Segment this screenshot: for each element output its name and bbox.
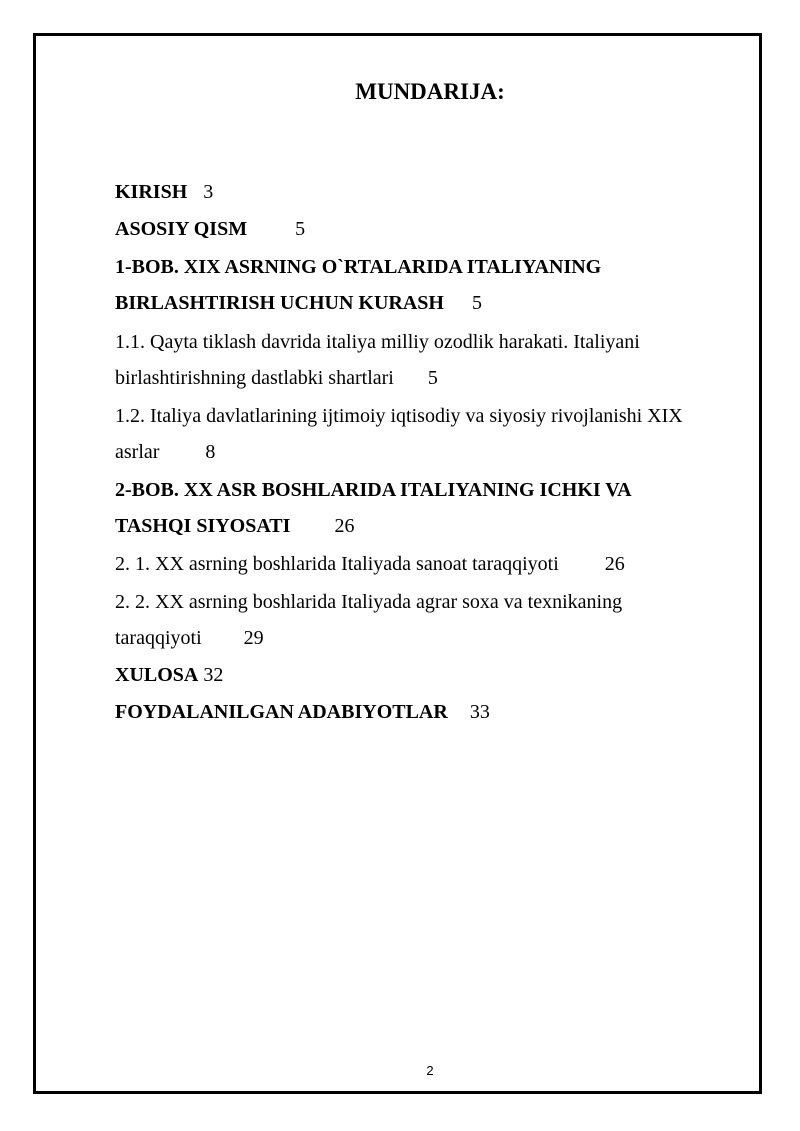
toc-entry-page: 5	[471, 292, 482, 314]
toc-entry-text: 1-BOB. XIX ASRNING O`RTALARIDA ITALIYANING	[115, 256, 602, 278]
toc-entry-text: BIRLASHTIRISH UCHUN KURASH	[115, 292, 444, 314]
toc-entry-chapter-2-line-1	[115, 478, 632, 502]
toc-entry-section-2-1	[115, 552, 625, 576]
toc-entry-text: asrlar	[115, 441, 160, 463]
toc-entry-page: 33	[469, 701, 490, 723]
toc-entry-page: 26	[604, 553, 625, 575]
toc-entry-chapter-1-line-2	[115, 291, 482, 315]
toc-entry-text: taraqqiyoti	[115, 627, 202, 649]
toc-entry-text: 1.1. Qayta tiklash davrida italiya milliy ozodlik harakati. Italiyani	[115, 331, 640, 353]
toc-entry-asosiy-qism	[115, 217, 305, 241]
toc-entry-page: 8	[205, 441, 216, 463]
toc-entry-text: ASOSIY QISM	[115, 218, 248, 240]
toc-entry-page: 3	[203, 181, 214, 203]
page-title: MUNDARIJA:	[355, 79, 505, 104]
toc-entry-section-2-2-line-2	[115, 626, 264, 650]
toc-entry-page: 29	[243, 627, 264, 649]
toc-entry-section-2-2-line-1	[115, 590, 622, 614]
toc-entry-kirish	[115, 180, 213, 204]
toc-entry-page: 5	[427, 367, 438, 389]
toc-entry-section-1-1-line-2	[115, 366, 438, 390]
toc-entry-foydalanilgan-adabiyotlar	[115, 700, 490, 724]
toc-entry-section-1-2-line-2	[115, 440, 215, 464]
toc-entry-section-1-1-line-1	[115, 330, 640, 354]
page-number: 2	[426, 1063, 434, 1078]
toc-entry-text: 2-BOB. XX ASR BOSHLARIDA ITALIYANING ICHKI VA	[115, 479, 632, 501]
toc-entry-xulosa	[115, 663, 223, 687]
toc-entry-section-1-2-line-1	[115, 404, 683, 428]
toc-entry-text: KIRISH	[115, 181, 188, 203]
toc-entry-text: XULOSA	[115, 664, 199, 686]
toc-entry-text: 1.2. Italiya davlatlarining ijtimoiy iqtisodiy va siyosiy rivojlanishi XIX	[115, 405, 683, 427]
toc-entry-page: 5	[295, 218, 306, 240]
toc-entry-text: FOYDALANILGAN ADABIYOTLAR	[115, 701, 448, 723]
toc-entry-text: TASHQI SIYOSATI	[115, 515, 291, 537]
toc-entry-chapter-2-line-2	[115, 514, 354, 538]
toc-entry-page: 32	[203, 664, 224, 686]
toc-entry-text: birlashtirishning dastlabki shartlari	[115, 367, 394, 389]
toc-entry-text: 2. 2. XX asrning boshlarida Italiyada agrar soxa va texnikaning	[115, 591, 623, 613]
toc-entry-page: 26	[334, 515, 355, 537]
toc-entry-text: 2. 1. XX asrning boshlarida Italiyada sanoat taraqqiyoti	[115, 553, 559, 575]
toc-entry-chapter-1-line-1	[115, 255, 601, 279]
